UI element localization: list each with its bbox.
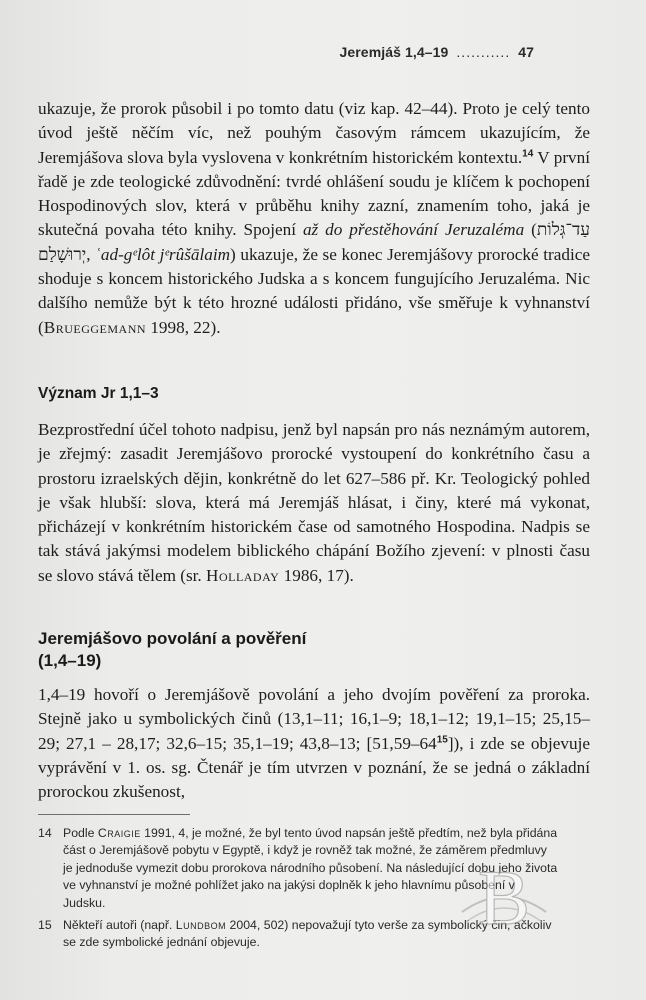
footnote-ref-15: 15: [436, 733, 448, 745]
section-heading-line-2: (1,4–19): [38, 651, 102, 670]
paragraph-2-text-b: 1986, 17).: [279, 565, 354, 585]
paragraph-1-text-b: V první řadě je zde teologické zdůvodnění: tvrdé ohlášení soudu je klíčem k pochopení Hospodinových slov, která v průběhu knihy zazní, znamením toho, jaká je skutečná povaha této knihy. Spojení: [38, 147, 591, 240]
section-heading-line-1: Jeremjášovo povolání a pověření: [38, 629, 307, 648]
paragraph-1-text-d: 1998, 22).: [146, 317, 221, 337]
watermark-logo-icon: [444, 842, 564, 962]
footnote-number: 14: [38, 826, 52, 840]
paragraph-3-text-b: ]), i zde se objevuje vyprávění v 1. os. sg. Čtenář je tím utvrzen v poznání, že se jedná o základní prorockou zkušenost,: [38, 733, 590, 802]
hebrew-phrase: (עַד־גְּלוֹת יְרוּשָׁלַם,: [38, 220, 590, 264]
footnote-text-post: 1991, 4, je možné, že byl tento úvod napsán ještě předtím, než byla přidána část o Jeremjášově pobytu v Egyptě, i když je rovněž tak možné, že záměrem předmluvy je jednoduše vymezit dobu prorokova národního působení. Na následující dobu jeho života ve vyhnanství je možné pohlížet jako na jakýsi doplněk k jeho hlavnímu působení v Judsku.: [63, 826, 558, 910]
transliteration: ʿad-gᵉlôt jᵉrûšālaim: [95, 244, 231, 264]
footnote-text-pre: Někteří autoři (např.: [63, 918, 176, 933]
citation-author: Brueggemann: [43, 317, 147, 337]
footnote-ref-14: 14: [522, 147, 534, 159]
citation-author: Craigie: [97, 826, 141, 840]
paragraph-3-text-a: 1,4–19 hovoří o Jeremjášově povolání a jeho dvojím pověření za proroka. Stejně jako u symbolických činů (13,1–11; 16,1–9; 18,1–12; 19,1–15; 25,15–29; 27,1 – 28,17; 32,6–15; 35,1–19; 43,8–13; [51,59–64: [38, 685, 590, 753]
paragraph-3: [38, 683, 590, 804]
paragraph-1: [38, 97, 590, 340]
section-heading-povolani: [38, 628, 306, 672]
footnote-text-post: 2004, 502) nepovažují tyto verše za symbolický čin, ačkoliv se zde symbolické jednání objevuje.: [63, 918, 552, 950]
running-header: [339, 44, 534, 60]
footnote-divider: [38, 814, 190, 815]
paragraph-1-text-c: ) ukazuje, že se konec Jeremjášovy prorocké tradice shoduje s koncem historického Judska a s koncem fungujícího Jeruzaléma. Nic dalšího nemůže být k této hrozné události přidáno, vše směřuje k vyhnanství (: [38, 244, 590, 337]
paragraph-2-text-a: Bezprostřední účel tohoto nadpisu, jenž byl napsán pro nás neznámým autorem, je zřejmý: zasadit Jeremjášovo prorocké vystoupení do konkrétního času a prostoru izraelských dějin, konkrétně do let 627–586 př. Kr. Teologický pohled je však hlubší: slova, která má Jeremjáš hlásat, i činy, které má vykonat, přicházejí v konkrétním historickém čase od samotného Hospodina. Nadpis se tak stává jakýmsi modelem biblického chápání Božího zjevení: v plnosti času se slovo stává tělem (sr.: [38, 420, 590, 585]
footnote-text-pre: Podle: [63, 826, 98, 840]
italic-phrase: až do přestěhování Jeruzaléma: [302, 220, 525, 240]
watermark-letter: B: [477, 854, 531, 941]
paragraph-1-text-a: ukazuje, že prorok působil i po tomto datu (viz kap. 42–44). Proto je celý tento úvod ještě něčím víc, než pouhým časovým rámcem ukazujícím, že Jeremjášova slova byla vyslovena v konkrétním historickém kontextu.: [38, 99, 590, 167]
footnote-number: 15: [38, 918, 52, 933]
header-dots: ...........: [456, 44, 511, 60]
section-heading-vyznam: Význam Jr 1,1–3: [38, 385, 159, 402]
citation-author: Holladay: [206, 565, 280, 585]
page-number: 47: [518, 44, 534, 60]
paragraph-2: [38, 418, 590, 588]
running-title: Jeremjáš 1,4–19: [339, 44, 449, 60]
citation-author: Lundbom: [175, 918, 227, 933]
